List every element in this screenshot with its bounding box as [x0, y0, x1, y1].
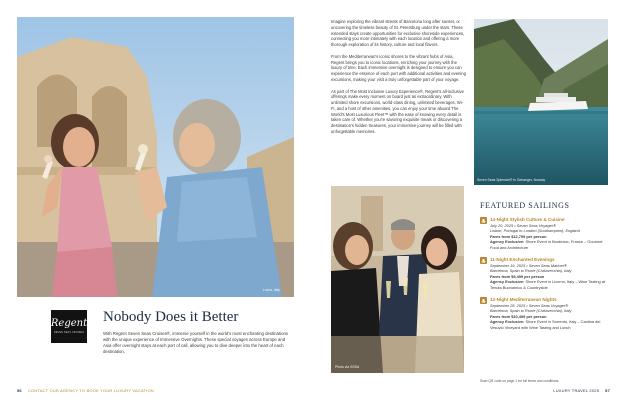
ship-icon [480, 217, 487, 224]
regent-logo [51, 310, 87, 343]
sailing-dates: September 19, 2025 • Seven Seas Mariner® [490, 263, 567, 269]
sailing-fare: Fares from $9,499 per person [490, 273, 545, 279]
exclusive-label: Agency Exclusive: [490, 319, 525, 325]
featured-sailings-title: FEATURED SAILINGS [480, 201, 570, 210]
sailing-exclusive [490, 279, 612, 290]
sailing-title: 14-Night Stylish Culture & Cuisine [490, 217, 565, 222]
footer-right [553, 388, 610, 393]
sailing-route: Barcelona, Spain to Rome (Civitavecchia), Italy [490, 268, 572, 274]
sailing-fare: Fares from $12,799 per person [490, 233, 547, 239]
sailing-dates: September 28, 2025 • Seven Seas Voyager® [490, 303, 569, 309]
exclusive-text: Shore Event in Livorno, Italy – Wine Tasting at Tenuta Buonamico & Countryside [490, 279, 605, 290]
sailing-route: Barcelona, Spain to Rome (Civitavecchia), Italy [490, 308, 572, 314]
exclusive-text: Shore Event in Bordeaux, France – Gourmet Food and Architecture [490, 239, 603, 250]
sailing-item [480, 297, 612, 330]
hero-photo-caption: Lucca, Italy [262, 288, 280, 292]
sailing-item [480, 257, 612, 290]
champagne-toast-photo [331, 186, 464, 373]
fjord-photo-caption: Seven Seas Splendor® in Geiranger, Norway [477, 178, 546, 182]
champagne-photo-caption: Photo via SSSA [335, 365, 360, 369]
body-paragraph: Imagine exploring the vibrant streets of Barcelona long after sunset, or uncovering the timeless beauty of St. Petersburg under the stars. These extended stays create opportunities for exclusive shoreside experiences, connecting you more intimately with each location and offering a more thorough exploration of its history, culture and local flavors. [331, 19, 465, 47]
sailing-title: 12-Night Mediterranean Nights [490, 297, 557, 303]
exclusive-text: Shore Event in Sorrento, Italy – Cantina del Vesuvio Vineyard with Wine Tasting and Lunch [490, 319, 601, 330]
body-paragraph: As part of The Most Inclusive Luxury Experience®, Regent's all-inclusive offerings make every moment on board just as extraordinary. With unlimited shore excursions, world-class dining, unlimited beverages, Wi-Fi, and a host of other amenities, you can enjoy your time aboard The World's Most Luxurious Fleet™ with the ease of knowing every detail is taken care of. Whether you're savoring exquisite meals or discovering a destination's hidden treasures, your immersive journey will be filled with unforgettable memories. [331, 88, 464, 134]
sailing-item [480, 217, 612, 250]
regent-logo-script: Regent [50, 318, 88, 329]
sailing-route: Lisbon, Portugal to London (Southampton), England [490, 228, 580, 234]
hero-photo-women-gelato [17, 17, 294, 297]
footer-left [17, 388, 154, 393]
ship-icon [480, 257, 487, 264]
sailing-exclusive [490, 239, 612, 250]
terms-note: Scan QR code on page 1 for full terms and conditions. [480, 379, 560, 383]
featured-sailings [480, 201, 612, 337]
page-number-right: 57 [605, 388, 610, 393]
regent-logo-subtitle: SEVEN SEAS CRUISES [53, 331, 85, 334]
footer-cta: CONTACT OUR AGENCY TO BOOK YOUR LUXURY VACATION [27, 388, 154, 393]
article-intro: With Regent Seven Seas Cruises®, immerse yourself in the world's most enchanting destinations with the unique experience of Immersive Overnights. These special voyages across Europe and Asia offer overnight stays at each port of call, allowing you to dive deeper into the heart of each destination. [103, 331, 289, 354]
body-paragraph: From the Mediterranean's iconic shores to the vibrant hubs of Asia, Regent brings you to iconic locations, enriching your journey with the luxury of time. Each immersive overnight is designed to ensure you can experience the essence of each port with additional activities and evening excursions, making your visit a truly unforgettable part of your voyage. [331, 53, 466, 82]
page-number-left: 56 [17, 388, 22, 393]
exclusive-label: Agency Exclusive: [490, 239, 525, 245]
sailing-dates: July 20, 2025 • Seven Seas Voyager® [490, 223, 556, 228]
sailing-fare: Fares from $10,499 per person [490, 313, 547, 319]
magazine-name: LUXURY TRAVEL 2025 [553, 388, 600, 393]
ship-icon [480, 297, 487, 304]
exclusive-label: Agency Exclusive: [490, 279, 525, 285]
article-headline: Nobody Does it Better [103, 309, 239, 325]
sailing-exclusive [490, 319, 612, 330]
sailing-title: 11-Night Enchanted Evenings [490, 257, 555, 263]
fjord-ship-photo [474, 19, 608, 185]
article-body [331, 19, 467, 141]
